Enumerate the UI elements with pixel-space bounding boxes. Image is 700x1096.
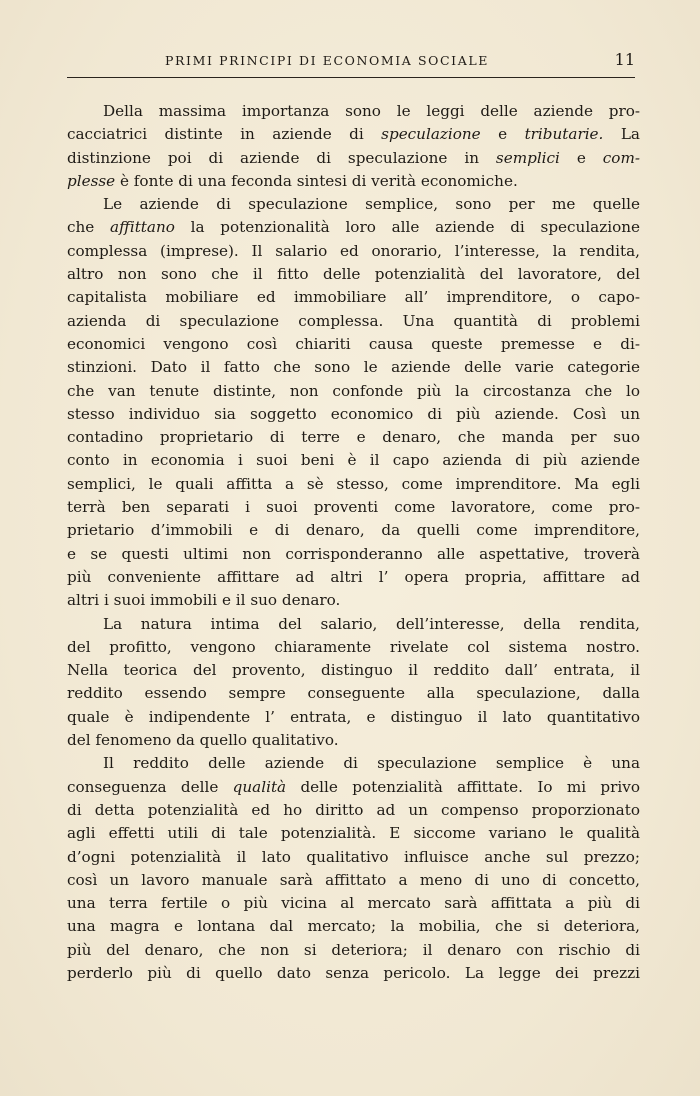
text-line: una terra fertile o più vicina al mercato sarà affittata a più di xyxy=(67,894,640,913)
text-line: La natura intima del salario, dell’interesse, della rendita, xyxy=(103,614,640,633)
text-line: del profitto, vengono chiaramente rivelate col sistema nostro. xyxy=(67,637,640,656)
text-line: economici vengono così chiariti causa queste premesse e di- xyxy=(67,334,640,353)
text-line: e se questi ultimi non corrisponderanno alle aspettative, troverà xyxy=(67,544,640,563)
text-line: Nella teorica del provento, distinguo il reddito dall’ entrata, il xyxy=(67,661,640,680)
text-line: stesso individuo sia soggetto economico di più aziende. Così un xyxy=(67,404,640,423)
text-line: plesse è fonte di una feconda sintesi di verità economiche. xyxy=(67,171,518,190)
text-line: più del denaro, che non si deteriora; il denaro con rischio di xyxy=(67,940,640,959)
text-line: cacciatrici distinte in aziende di speculazione e tributarie. La xyxy=(67,125,640,144)
text-line: Le aziende di speculazione semplice, sono per me quelle xyxy=(103,195,640,214)
text-line: più conveniente affittare ad altri l’ opera propria, affittare ad xyxy=(67,567,640,586)
text-line: semplici, le quali affitta a sè stesso, come imprenditore. Ma egli xyxy=(67,474,640,493)
body-text xyxy=(67,100,640,985)
text-line: altro non sono che il fitto delle potenzialità del lavoratore, del xyxy=(67,265,640,284)
text-line: del fenomeno da quello qualitativo. xyxy=(67,731,339,750)
text-line: stinzioni. Dato il fatto che sono le aziende delle varie categorie xyxy=(67,358,640,377)
text-line: Il reddito delle aziende di speculazione semplice è una xyxy=(103,754,640,773)
page-header xyxy=(67,50,635,74)
page-number: 11 xyxy=(614,50,635,69)
text-line: agli effetti utili di tale potenzialità. E siccome variano le qualità xyxy=(67,824,640,843)
text-line: capitalista mobiliare ed immobiliare all’ imprenditore, o capo- xyxy=(67,288,640,307)
text-line: Della massima importanza sono le leggi delle aziende pro- xyxy=(103,102,640,120)
text-line: perderlo più di quello dato senza pericolo. La legge dei prezzi xyxy=(67,963,640,982)
text-line: d’ogni potenzialità il lato qualitativo influisce anche sul prezzo; xyxy=(67,847,640,866)
text-line: conto in economia i suoi beni è il capo azienda di più aziende xyxy=(67,451,640,470)
running-title: PRIMI PRINCIPI DI ECONOMIA SOCIALE xyxy=(165,53,489,68)
text-line: distinzione poi di aziende di speculazione in semplici e com- xyxy=(67,148,640,167)
text-line: prietario d’immobili e di denaro, da quelli come imprenditore, xyxy=(67,521,640,540)
text-line: quale è indipendente l’ entrata, e distinguo il lato quantitativo xyxy=(67,707,640,726)
text-line: complessa (imprese). Il salario ed onorario, l’interesse, la rendita, xyxy=(67,241,640,260)
text-line: altri i suoi immobili e il suo denaro. xyxy=(67,591,341,610)
text-line: di detta potenzialità ed ho diritto ad un compenso proporzionato xyxy=(67,800,640,819)
text-line: terrà ben separati i suoi proventi come lavoratore, come pro- xyxy=(67,498,640,517)
text-line: che affittano la potenzionalità loro alle aziende di speculazione xyxy=(67,218,640,237)
text-line: conseguenza delle qualità delle potenzialità affittate. Io mi privo xyxy=(67,777,640,796)
text-line: azienda di speculazione complessa. Una quantità di problemi xyxy=(67,311,640,330)
text-line: così un lavoro manuale sarà affittato a meno di uno di concetto, xyxy=(67,870,640,889)
header-rule xyxy=(67,77,635,78)
text-line: contadino proprietario di terre e denaro, che manda per suo xyxy=(67,428,640,447)
text-line: che van tenute distinte, non confonde più la circostanza che lo xyxy=(67,381,640,400)
text-line: reddito essendo sempre conseguente alla speculazione, dalla xyxy=(67,684,640,703)
text-line: una magra e lontana dal mercato; la mobilia, che si deteriora, xyxy=(67,917,640,936)
